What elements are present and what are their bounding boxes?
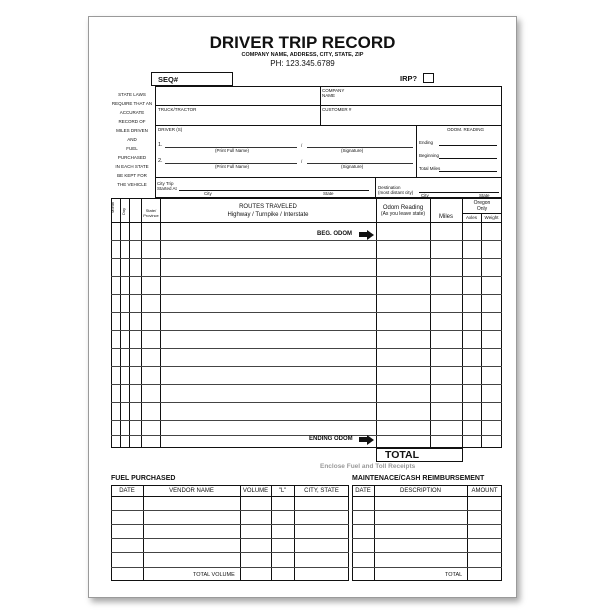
beginning-label: Beginning [419,153,440,158]
note-line: BE KEPT FOR [117,173,147,178]
phone-line: PH: 123.345.6789 [270,59,335,68]
company-name-input[interactable] [321,97,501,104]
note-line: MILES DRIVEN [116,128,148,133]
fuel-total-volume-label: TOTAL VOLUME [193,572,235,578]
ending-label: Ending [419,140,434,145]
form-title: DRIVER TRIP RECORD [209,33,396,52]
note-line: AND [127,137,137,142]
beg-odom-label: BEG. ODOM [317,231,353,237]
note-line: PURCHASED [117,155,147,160]
col-routes-sub: Highway / Turnpike / Interstate [227,212,309,218]
start-state-caption: State [323,191,334,196]
ending-odom-label: ENDING ODOM [309,436,353,442]
beginning-odom-line[interactable] [439,158,497,159]
trip-record-form [88,16,517,598]
total-miles-label: Total Miles [419,166,441,171]
driver-1-slash: / [301,143,303,148]
fuel-purchased-title: FUEL PURCHASED [111,475,176,482]
driver-2-num: 2. [158,158,163,164]
col-routes-traveled: ROUTES TRAVELED [239,204,297,210]
print-name-caption-2: (Print Full Name) [215,164,250,169]
start-city-caption: City [204,191,212,196]
ending-odom-line[interactable] [439,145,497,146]
total-label: TOTAL [385,449,420,461]
dest-state-caption: State [479,193,490,198]
note-line: RECORD OF [118,119,146,124]
truck-tractor-label: TRUCK/TRACTOR [158,107,197,112]
maint-col-date: DATE [355,488,371,494]
enclose-receipts-note: Enclose Fuel and Toll Receipts [320,463,416,470]
fuel-col-l: "L" [278,488,287,494]
col-oregon-only: Oregon Only [473,200,491,212]
customer-label: CUSTOMER # [322,107,352,112]
col-odom-sub: (As you leave state) [380,211,426,217]
company-name-label: COMPANY NAME [322,88,345,98]
col-miles: Miles [438,214,453,220]
truck-tractor-input[interactable] [156,114,319,124]
driver-1-num: 1. [158,142,163,148]
dest-city-caption: City [421,193,429,198]
seq-label: SEQ# [158,75,179,84]
destination-label: Destination (most distant city) [378,185,414,195]
note-line: ACCURATE [119,110,145,115]
col-month: Month [110,201,115,213]
note-line: FUEL [126,146,138,151]
note-line: THE VEHICLE [117,182,147,187]
customer-input[interactable] [321,114,501,124]
seq-field[interactable] [151,72,233,86]
col-state-province: State/ Province [143,208,159,218]
note-line: IN EACH STATE [115,164,149,169]
ending-odom-arrow-icon [359,437,367,442]
drivers-label: DRIVER (S) [158,127,183,132]
fuel-col-city-state: CITY, STATE [304,488,339,494]
company-line: COMPANY NAME, ADDRESS, CITY, STATE, ZIP [241,52,364,58]
signature-caption-1: (Signature) [341,148,364,153]
fuel-col-date: DATE [119,488,135,494]
maint-total-label: TOTAL [445,572,463,578]
print-name-caption-1: (Print Full Name) [215,148,250,153]
city-trip-started-label: City Trip Started At [157,181,177,191]
fuel-col-volume: VOLUME [242,488,269,494]
routes-table [111,198,502,448]
fuel-col-vendor: VENDOR NAME [169,488,214,494]
col-odom-reading: Odom Reading [382,205,424,211]
signature-caption-2: (Signature) [341,164,364,169]
maint-col-amount: AMOUNT [471,488,498,494]
col-weight: Weight [484,215,499,220]
maintenance-title: MAINTENACE/CASH REIMBURSEMENT [352,475,485,482]
irp-checkbox[interactable] [423,73,434,83]
col-day: Day [121,207,126,215]
note-line: REQUIRE THAT AN [111,101,153,106]
driver-2-slash: / [301,159,303,164]
odom-reading-label: ODOM. READING [447,127,485,132]
col-axles: Axles [465,215,477,220]
beg-odom-arrow-icon [359,232,367,237]
total-miles-line[interactable] [439,171,497,172]
irp-label: IRP? [400,74,418,83]
maint-col-description: DESCRIPTION [399,488,441,494]
note-line: STATE LAWS [118,92,146,97]
